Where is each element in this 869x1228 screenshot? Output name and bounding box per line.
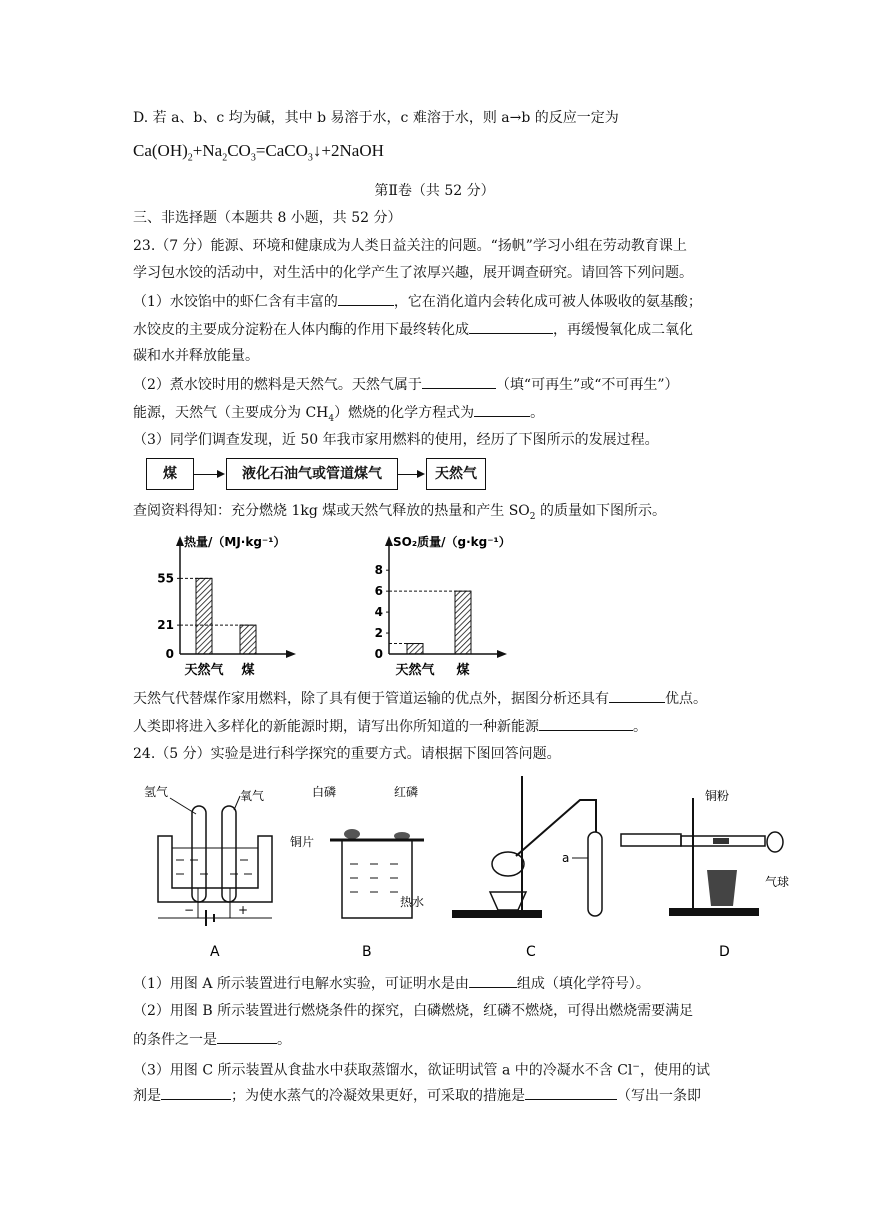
y-axis-arrow: [176, 536, 184, 546]
q23-ref-a: 查阅资料得知：充分燃烧 1kg 煤或天然气释放的热量和产生 SO: [133, 503, 530, 519]
q23-p1-line2: [133, 319, 693, 340]
eq-part: Ca: [133, 141, 152, 160]
tick-label: 6: [374, 584, 383, 599]
flask: [492, 852, 524, 876]
q23-p2e: 。: [530, 405, 545, 421]
tick-label: 21: [157, 618, 174, 633]
tick-label: 0: [165, 647, 174, 661]
bar: [240, 625, 256, 654]
copper-powder: [713, 838, 729, 844]
category-label: 天然气: [184, 663, 224, 678]
q24-p1b: 组成（填化学符号）。: [516, 976, 650, 992]
q24-p2-line2: [133, 1029, 291, 1050]
label-balloon: 气球: [765, 875, 790, 889]
label-h2: 氢气: [144, 785, 169, 799]
q23-after1b: 优点。: [665, 691, 707, 707]
bar: [196, 578, 212, 654]
figure-label-d: D: [719, 944, 730, 960]
burner: [490, 892, 526, 910]
x-axis-arrow: [497, 650, 507, 658]
eq-sub: 3: [250, 152, 256, 164]
stand-base: [669, 908, 759, 916]
q24-p3-line1: [133, 1057, 710, 1081]
answer-blank[interactable]: [474, 402, 530, 417]
balloon: [767, 832, 783, 852]
label-red-p: 红磷: [394, 785, 419, 799]
figure-label-c: C: [526, 944, 536, 960]
q24-p3a: （3）用图 C 所示装置从食盐水中获取蒸馏水，欲证明试管 a 中的冷凝水不含 Cl: [133, 1062, 633, 1079]
eq-part: CO: [227, 141, 251, 160]
bar: [455, 591, 471, 654]
tick-label: 8: [374, 563, 383, 578]
trough: [158, 836, 272, 902]
water-dashes: [350, 864, 398, 892]
q23-p2c-sub: 4: [328, 413, 335, 424]
q24-p3e: （写出一条即: [617, 1088, 701, 1104]
pointer-line: [234, 796, 240, 810]
q24-p3b: ，使用的试: [639, 1062, 710, 1079]
burner: [707, 870, 737, 906]
so2-chart: [357, 530, 557, 685]
q23-ref-b: 的质量如下图所示。: [535, 503, 666, 519]
x-axis-arrow: [286, 650, 296, 658]
q23-p2-line1: [133, 374, 679, 395]
option-d-text: D. 若 a、b、c 均为碱，其中 b 易溶于水，c 难溶于水，则 a→b 的反应一定为: [133, 110, 619, 126]
q23-line2: 学习包水饺的活动中，对生活中的化学产生了浓厚兴趣，展开调查研究。请回答下列问题。: [133, 265, 693, 281]
q23-after2: [133, 716, 647, 737]
answer-blank[interactable]: [217, 1029, 277, 1044]
apparatus-b: [290, 778, 440, 968]
q23-p3: （3）同学们调查发现，近 50 年我市家用燃料的使用，经历了下图所示的发展过程。: [133, 432, 659, 448]
q23-after1: [133, 688, 707, 709]
apparatus-d: [615, 778, 795, 968]
tick-label: 55: [157, 571, 174, 586]
eq-part: ↓+2NaOH: [312, 141, 384, 160]
q23-p2-line2: [133, 402, 544, 429]
category-label: 煤: [456, 663, 470, 678]
bar: [407, 644, 423, 654]
syringe: [621, 834, 681, 846]
category-label: 天然气: [395, 663, 435, 678]
q24-p1: [133, 973, 650, 994]
figure-label-a: A: [210, 944, 220, 960]
label-copper: 铜片: [290, 835, 315, 849]
q23-line1: 23.（7 分）能源、环境和健康成为人类日益关注的问题。“扬帆”学习小组在劳动教育课上: [133, 238, 687, 254]
section-heading: 三、非选择题（本题共 8 小题，共 52 分）: [133, 210, 402, 226]
q23-p1e: 碳和水并释放能量。: [133, 348, 259, 364]
label-o2: 氧气: [240, 789, 265, 803]
q23-after2a: 人类即将进入多样化的新能源时期，请写出你所知道的一种新能源: [133, 719, 539, 735]
flow-arrow: [193, 474, 223, 475]
q23-p2d: ）燃烧的化学方程式为: [334, 405, 475, 421]
flow-box-gas: 天然气: [426, 458, 486, 490]
test-tube-a: [588, 832, 602, 916]
q23-p1a: （1）水饺馅中的虾仁含有丰富的: [133, 294, 338, 310]
q23-p1-line1: [133, 291, 702, 312]
q23-ref: [133, 501, 666, 527]
q24-p3c: 剂是: [133, 1088, 161, 1104]
flow-box-coal: 煤: [146, 458, 194, 490]
answer-blank[interactable]: [161, 1085, 231, 1100]
q23-after2b: 。: [633, 719, 647, 735]
q24-p2c: 。: [277, 1032, 291, 1048]
eq-part: =CaCO: [255, 141, 308, 160]
tick-label: 0: [374, 647, 383, 661]
category-label: 煤: [241, 663, 255, 678]
white-p: [344, 829, 360, 839]
flow-arrow: [397, 474, 423, 475]
answer-blank[interactable]: [422, 374, 496, 389]
q24-p3-line2: [133, 1085, 701, 1106]
q23-p2b: （填“可再生”或“不可再生”）: [495, 377, 679, 393]
chart-ylabel: 热量/（MJ·kg⁻¹）: [184, 535, 286, 549]
q23-p1b: ，它在消化道内会转化成可被人体吸收的氨基酸；: [393, 294, 702, 310]
q23-ref-sub: 2: [529, 511, 536, 522]
label-a: a: [562, 851, 570, 865]
y-axis-arrow: [385, 536, 393, 546]
heat-chart: [140, 530, 340, 685]
label-plus: +: [238, 903, 249, 917]
eq-sub: 2: [222, 152, 228, 164]
eq-part: +Na: [192, 141, 223, 160]
apparatus-c: [450, 772, 620, 968]
eq-part: (OH): [151, 141, 188, 160]
q23-p1d: ，再缓慢氧化成二氧化: [553, 322, 693, 338]
label-white-p: 白磷: [312, 785, 337, 799]
answer-blank[interactable]: [609, 688, 665, 703]
q23-p2a: （2）煮水饺时用的燃料是天然气。天然气属于: [133, 377, 422, 393]
tick-label: 2: [374, 626, 383, 641]
label-hot-water: 热水: [400, 895, 425, 909]
tick-label: 4: [374, 605, 383, 620]
q24-p3d: ；为使水蒸气的冷凝效果更好，可采取的措施是: [231, 1088, 525, 1104]
label-minus: −: [184, 903, 195, 917]
option-d-equation: [133, 141, 384, 163]
answer-blank[interactable]: [469, 319, 553, 334]
answer-blank[interactable]: [469, 973, 517, 988]
eq-sub: 3: [307, 152, 313, 164]
answer-blank[interactable]: [525, 1085, 617, 1100]
chart-ylabel: SO₂质量/（g·kg⁻¹）: [393, 535, 511, 549]
stand-base: [452, 910, 542, 918]
q24-p1a: （1）用图 A 所示装置进行电解水实验，可证明水是由: [133, 976, 469, 992]
eq-sub: 2: [187, 152, 193, 164]
q24-line1: 24.（5 分）实验是进行科学探究的重要方式。请根据下图回答问题。: [133, 746, 561, 762]
water-dashes: [176, 860, 252, 874]
q23-p1c: 水饺皮的主要成分淀粉在人体内酶的作用下最终转化成: [133, 322, 469, 338]
apparatus-a: [140, 778, 290, 968]
answer-blank[interactable]: [338, 291, 394, 306]
q24-p3sup: −: [632, 1062, 640, 1072]
q24-p2b: 的条件之一是: [133, 1032, 217, 1048]
flow-box-lpg: 液化石油气或管道煤气: [226, 458, 398, 490]
answer-blank[interactable]: [539, 716, 633, 731]
figure-label-b: B: [362, 944, 372, 960]
section-title: 第Ⅱ卷（共 52 分）: [374, 183, 495, 199]
tube: [516, 800, 596, 856]
label-copper-powder: 铜粉: [705, 789, 730, 803]
q23-after1a: 天然气代替煤作家用燃料，除了具有便于管道运输的优点外，据图分析还具有: [133, 691, 609, 707]
q24-p2a: （2）用图 B 所示装置进行燃烧条件的探究，白磷燃烧，红磷不燃烧，可得出燃烧需要满足: [133, 1003, 694, 1019]
q23-p2c: 能源，天然气（主要成分为 CH: [133, 405, 329, 421]
